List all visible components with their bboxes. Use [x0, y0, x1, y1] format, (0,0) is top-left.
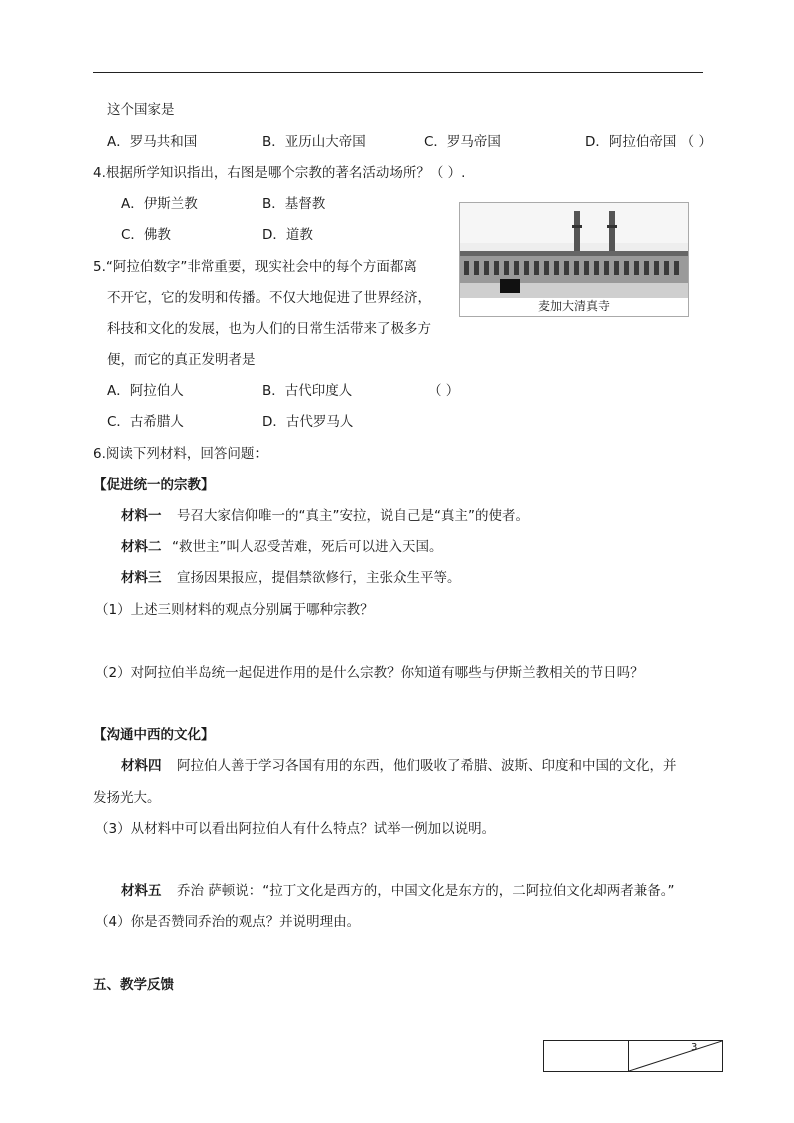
- material-4-label: 材料四: [121, 758, 162, 774]
- q6-stem: 6.阅读下列材料，回答问题：: [93, 446, 268, 462]
- photo-caption: 麦加大清真寺: [537, 299, 610, 313]
- q3-option-b: B．亚历山大帝国: [262, 134, 366, 150]
- q5-stem-line4: 便，而它的真正发明者是: [107, 352, 256, 368]
- q3-option-c: C．罗马帝国: [424, 134, 501, 150]
- header-rule: [93, 72, 703, 73]
- section-heading-religion: 【促进统一的宗教】: [93, 477, 215, 493]
- page-number-box: [543, 1040, 723, 1072]
- page-number: 3: [691, 1042, 698, 1053]
- q5-option-c: C．古希腊人: [107, 414, 184, 430]
- material-4-text-line2: 发扬光大。: [93, 790, 161, 806]
- mosque-illustration: [460, 203, 688, 298]
- q4-option-b: B．基督教: [262, 196, 326, 212]
- q5-option-a: A．阿拉伯人: [107, 383, 184, 399]
- q4-option-d: D．道教: [262, 227, 313, 243]
- mecca-mosque-photo: [459, 202, 689, 317]
- q5-answer-paren: （ ）: [428, 383, 460, 399]
- q5-option-d: D．古代罗马人: [262, 414, 354, 430]
- section-5-heading: 五、教学反馈: [93, 977, 174, 993]
- diagonal-line: [629, 1041, 722, 1071]
- q4-option-c: C．佛教: [121, 227, 171, 243]
- q3-option-d: D．阿拉伯帝国 （ ）: [585, 134, 712, 150]
- material-4-text-line1: 阿拉伯人善于学习各国有用的东西，他们吸收了希腊、波斯、印度和中国的文化，并: [177, 758, 677, 774]
- material-2-text: “救世主”叫人忍受苦难，死后可以进入天国。: [172, 539, 443, 555]
- q3-stem-end: 这个国家是: [107, 102, 175, 118]
- sub-question-1: （1）上述三则材料的观点分别属于哪种宗教？: [95, 602, 374, 618]
- q4-option-a: A．伊斯兰教: [121, 196, 198, 212]
- q3-option-a: A．罗马共和国: [107, 134, 198, 150]
- material-5-text: 乔治 萨顿说：“拉丁文化是西方的，中国文化是东方的，二阿拉伯文化却两者兼备。”: [177, 883, 675, 899]
- material-1-text: 号召大家信仰唯一的“真主”安拉，说自己是“真主”的使者。: [177, 508, 529, 524]
- q4-stem: 4.根据所学知识指出，右图是哪个宗教的著名活动场所？（ ）.: [93, 165, 466, 181]
- sub-question-4: （4）你是否赞同乔治的观点？并说明理由。: [95, 914, 361, 930]
- q5-stem-line2: 不开它，它的发明和传播。不仅大地促进了世界经济，: [107, 290, 431, 306]
- material-5-label: 材料五: [121, 883, 162, 899]
- material-2-label: 材料二: [121, 539, 162, 555]
- q5-stem-line1: 5.“阿拉伯数字”非常重要，现实社会中的每个方面都离: [93, 259, 417, 275]
- sub-question-2: （2）对阿拉伯半岛统一起促进作用的是什么宗教？你知道有哪些与伊斯兰教相关的节日吗？: [95, 665, 644, 681]
- section-heading-culture: 【沟通中西的文化】: [93, 727, 215, 743]
- q5-option-b: B．古代印度人: [262, 383, 353, 399]
- material-1-label: 材料一: [121, 508, 162, 524]
- material-3-label: 材料三: [121, 570, 162, 586]
- material-3-text: 宣扬因果报应，提倡禁欲修行，主张众生平等。: [177, 570, 461, 586]
- q5-stem-line3: 科技和文化的发展，也为人们的日常生活带来了极多方: [107, 321, 431, 337]
- sub-question-3: （3）从材料中可以看出阿拉伯人有什么特点？试举一例加以说明。: [95, 821, 496, 837]
